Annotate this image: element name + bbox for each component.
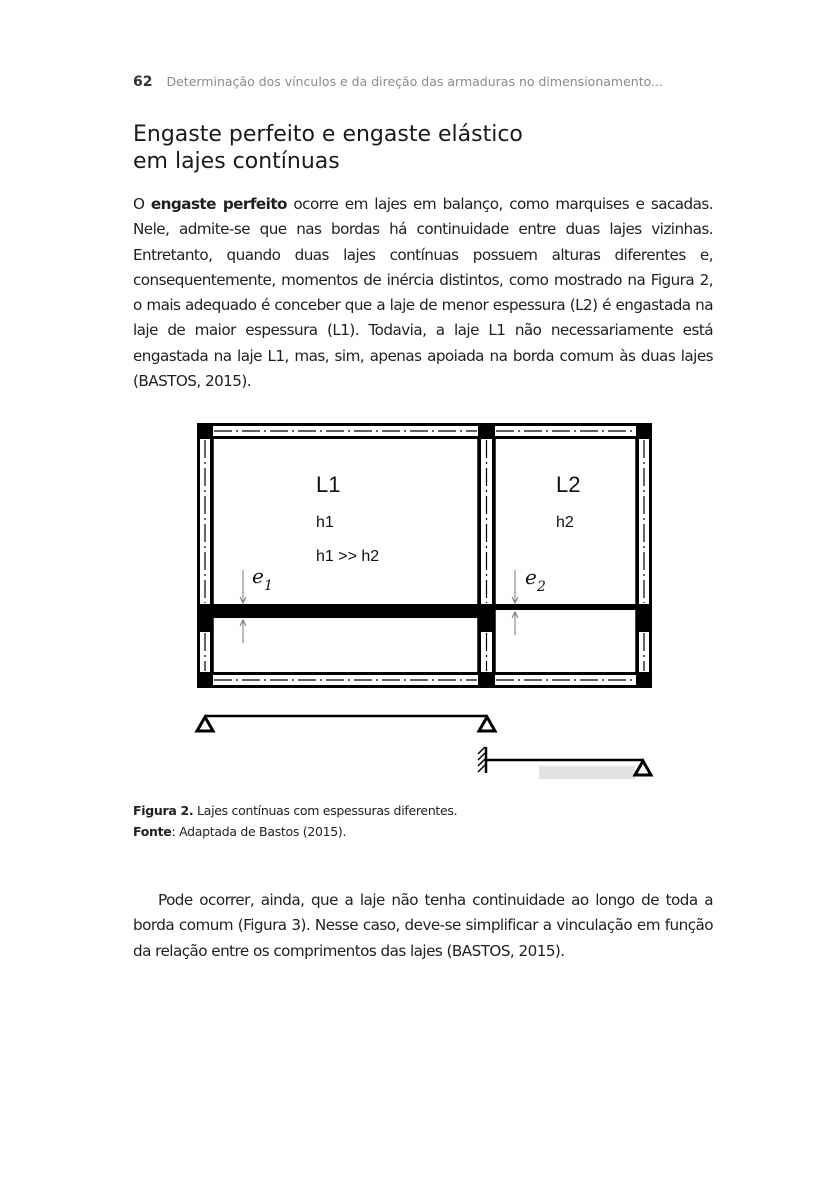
paragraph-1-lead: O	[133, 195, 151, 213]
thickness-relation: h1 >> h2	[316, 548, 380, 565]
simply-supported-beam	[197, 716, 495, 731]
e2-symbol: e	[525, 565, 537, 589]
page-number: 62	[133, 74, 153, 90]
slab-1-section	[197, 604, 495, 618]
gray-bar	[539, 766, 635, 779]
slab-2-section	[495, 604, 652, 610]
source-label: Fonte	[133, 824, 172, 839]
section-title-line2: em lajes contínuas	[133, 149, 340, 174]
paragraph-2: Pode ocorrer, ainda, que a laje não tenha continuidade ao longo de toda a borda comum (Figura 3). Nesse caso, deve-se simplificar a vinculação em função da relação entre os comprimentos das lajes (BASTOS, 2015).	[133, 891, 713, 960]
slab-1-thickness: h1	[316, 514, 334, 531]
paragraph-1-text: ocorre em lajes em balanço, como marquises e sacadas. Nele, admite-se que nas bordas há continuidade entre duas lajes vizinhas. Entretanto, quando duas lajes contínuas possuem alturas diferentes e, consequentemente, momentos de inércia distintos, como mostrado na Figura 2, o mais adequado é conceber que a laje de menor espessura (L2) é engastada na laje de maior espessura (L1). Todavia, a laje L1 não necessariamente está engastada na laje L1, mas, sim, apenas apoiada na borda comum às duas lajes (BASTOS, 2015).	[133, 195, 713, 391]
running-title: Determinação dos vínculos e da direção das armaduras no dimensionamento...	[166, 74, 663, 89]
pinned-support-icon	[197, 717, 213, 731]
section-title-line1: Engaste perfeito e engaste elástico	[133, 122, 523, 147]
source-text: : Adaptada de Bastos (2015).	[171, 824, 347, 839]
e2-subscript: 2	[537, 579, 546, 595]
e1-symbol: e	[252, 564, 264, 588]
slab-1-label: L1	[316, 472, 341, 497]
bold-term: engaste perfeito	[150, 195, 287, 213]
pinned-support-icon	[635, 761, 651, 775]
caption-label: Figura 2.	[133, 803, 194, 818]
figure-caption	[133, 800, 457, 842]
slab-plan	[197, 423, 652, 688]
caption-text: Lajes contínuas com espessuras diferentes.	[193, 803, 458, 818]
caption-line	[133, 800, 457, 821]
slab-2-thickness: h2	[556, 514, 574, 531]
e1-subscript: 1	[264, 578, 273, 594]
slab-2-label: L2	[556, 472, 581, 497]
pinned-support-icon	[479, 717, 495, 731]
source-line	[133, 821, 457, 842]
